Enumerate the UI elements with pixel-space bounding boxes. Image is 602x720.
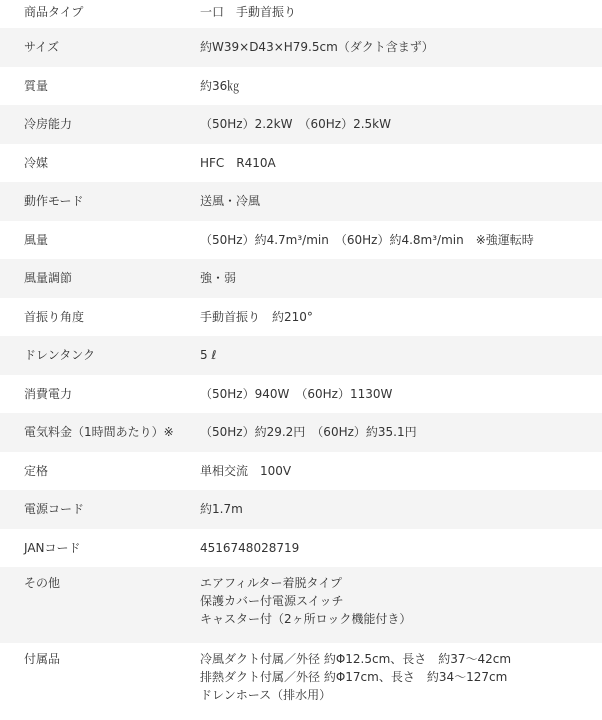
spec-label: 首振り角度 bbox=[24, 309, 85, 324]
spec-value: HFC R410A bbox=[200, 155, 276, 170]
spec-value-line: 排熱ダクト付属／外径 約Φ17cm、長さ 約34～127cm bbox=[200, 670, 508, 684]
spec-value: 手動首振り 約210° bbox=[200, 309, 313, 324]
spec-value bbox=[172, 643, 602, 719]
spec-label: 冷房能力 bbox=[24, 117, 73, 132]
spec-label: 電源コード bbox=[24, 502, 85, 517]
spec-row-weight bbox=[0, 67, 602, 106]
spec-label: 商品タイプ bbox=[24, 5, 84, 19]
spec-value: （50Hz）940W （60Hz）1130W bbox=[200, 386, 393, 401]
spec-value: 送風・冷風 bbox=[200, 194, 261, 209]
spec-label: 動作モード bbox=[24, 194, 84, 209]
spec-row-accessories bbox=[0, 643, 602, 719]
spec-value: 一口 手動首振り bbox=[200, 5, 297, 19]
spec-label: その他 bbox=[24, 576, 61, 590]
spec-row-other bbox=[0, 567, 602, 643]
spec-row-product-type bbox=[0, 0, 602, 28]
spec-label: 電気料金（1時間あたり）※ bbox=[24, 425, 174, 440]
spec-value: 約1.7m bbox=[200, 502, 243, 517]
spec-row-electricity-cost bbox=[0, 413, 602, 452]
spec-row-cooling-capacity bbox=[0, 105, 602, 144]
spec-label: 風量 bbox=[24, 232, 49, 247]
spec-value-line: ドレンホース（排水用） bbox=[200, 688, 332, 702]
spec-label: 冷媒 bbox=[24, 155, 49, 170]
spec-value-line: エアフィルター着脱タイプ bbox=[200, 576, 342, 590]
spec-value: 5 ℓ bbox=[200, 348, 217, 363]
spec-row-drain-tank bbox=[0, 336, 602, 375]
spec-value: 強・弱 bbox=[200, 271, 237, 286]
spec-value: 約36㎏ bbox=[200, 78, 240, 93]
spec-value-line: キャスター付（2ヶ所ロック機能付き） bbox=[200, 612, 412, 626]
spec-row-power-cord bbox=[0, 490, 602, 529]
spec-row-airflow-control bbox=[0, 259, 602, 298]
spec-label: 付属品 bbox=[24, 652, 61, 666]
spec-label: JANコード bbox=[24, 540, 81, 555]
spec-row-swing-angle bbox=[0, 298, 602, 337]
spec-value: （50Hz）約4.7m³/min （60Hz）約4.8m³/min ※強運転時 bbox=[200, 232, 534, 247]
spec-value: 単相交流 100V bbox=[200, 463, 292, 478]
spec-label: サイズ bbox=[24, 40, 60, 55]
spec-label: 定格 bbox=[24, 463, 49, 478]
spec-label: 消費電力 bbox=[24, 386, 73, 401]
spec-row-size bbox=[0, 28, 602, 67]
spec-row-mode bbox=[0, 182, 602, 221]
spec-row-refrigerant bbox=[0, 144, 602, 183]
spec-label: 風量調節 bbox=[24, 271, 73, 286]
spec-value-line: 冷風ダクト付属／外径 約Φ12.5cm、長さ 約37～42cm bbox=[200, 652, 512, 666]
spec-row-airflow bbox=[0, 221, 602, 260]
spec-label: ドレンタンク bbox=[24, 348, 95, 363]
spec-row-rating bbox=[0, 452, 602, 491]
spec-value: 4516748028719 bbox=[200, 540, 300, 555]
spec-value: （50Hz）2.2kW （60Hz）2.5kW bbox=[200, 117, 391, 132]
spec-value: （50Hz）約29.2円 （60Hz）約35.1円 bbox=[200, 425, 417, 440]
spec-value bbox=[172, 567, 602, 643]
spec-row-power-consumption bbox=[0, 375, 602, 414]
spec-row-jan-code bbox=[0, 529, 602, 568]
spec-label: 質量 bbox=[24, 78, 49, 93]
spec-value: 約W39×D43×H79.5cm（ダクト含まず） bbox=[200, 40, 434, 55]
spec-value-line: 保護カバー付電源スイッチ bbox=[200, 594, 344, 608]
